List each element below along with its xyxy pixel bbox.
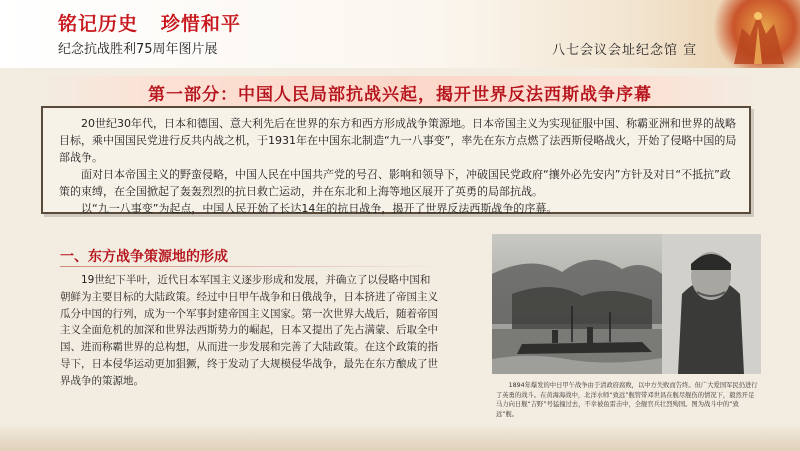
battle-photo-image [492,234,761,374]
organizer-label: 八七会议会址纪念馆 宣 [552,43,698,58]
intro-paragraph: 20世纪30年代，日本和德国、意大利先后在世界的东方和西方形成战争策源地。日本帝国主义为实现征服中国、称霸亚洲和世界的战略目标，乘中国国民党进行反共内战之机，于1931年在中国东北制造“九一八事变”，率先在东方点燃了法西斯侵略战火，开始了侵略中国的局部战争。 [59,117,737,164]
exhibition-title: 铭记历史 珍惜和平 [58,13,241,35]
part-banner [40,76,760,106]
intro-box [41,106,751,214]
section-paragraph: 19世纪下半叶，近代日本军国主义逐步形成和发展，并确立了以侵略中国和朝鲜为主要目标的大陆政策。经过中日甲午战争和日俄战争，日本挤进了帝国主义瓜分中国的行列，成为一个军事封建帝国主义国家。第一次世界大战后，随着帝国主义全面危机的加深和世界法西斯势力的崛起，日本又提出了先占满蒙、后取全中国、进而称霸世界的总构想，从而进一步发展和完善了大陆政策。在这个政策的指导下，日本侵华运动更加猖獗，终于发动了大规模侵华战争，最先在东方酿成了世界战争的策源地。 [60,274,438,387]
part-title: 第一部分：中国人民局部抗战兴起，揭开世界反法西斯战争序幕 [148,85,652,105]
monument-icon [724,6,794,64]
section-divider [60,266,445,267]
header [0,0,800,68]
intro-paragraph: 以“九一八事变”为起点，中国人民开始了长达14年的抗日战争，揭开了世界反法西斯战争的序幕。 [81,202,558,215]
footer-decoration [0,424,800,451]
monument-decoration [710,0,800,68]
section-body [60,272,440,390]
exhibition-subtitle: 纪念抗战胜利75周年图片展 [58,42,218,57]
section-title: 一、东方战争策源地的形成 [60,249,228,265]
photo-caption: 1894年爆发的中日甲午战争由于清政府腐败，以中方失败而告终。但广大爱国军民仍进行了英勇的战斗。在黄海海战中，北洋水师“致远”舰管带邓世昌在舰尽舰伤的情况下，毅然开足马力向日舰“吉野”号猛撞过去，不幸被鱼雷击中，全舰官兵壮烈殉国。图为战斗中的“致远”舰。 [496,382,758,418]
historical-photo [492,234,761,374]
intro-paragraph: 面对日本帝国主义的野蛮侵略，中国人民在中国共产党的号召、影响和领导下，冲破国民党政府“攘外必先安内”方针及对日“不抵抗”政策的束缚，在全国掀起了轰轰烈烈的抗日救亡运动，并在东北和上海等地区展开了英勇的局部抗战。 [59,168,731,198]
